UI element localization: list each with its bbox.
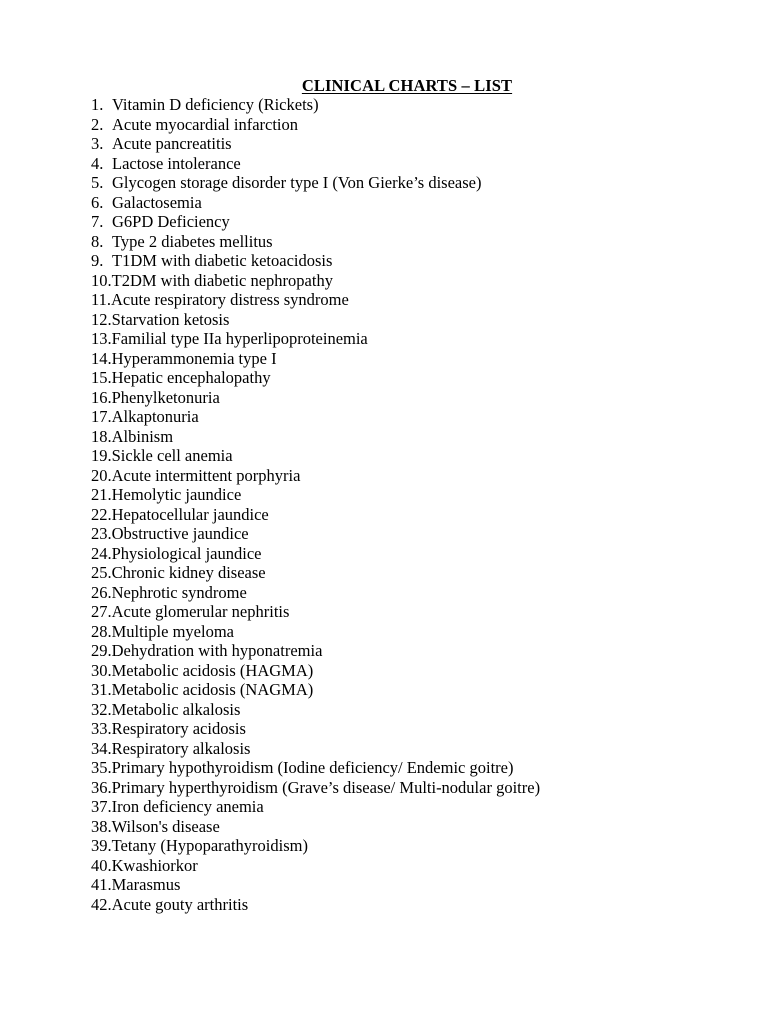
- list-item-number: 42.: [91, 894, 112, 914]
- list-item: [91, 661, 540, 681]
- list-item-text: Phenylketonuria: [111, 387, 220, 407]
- list-item-number: 1.: [91, 95, 104, 114]
- list-item-number: 25.: [91, 563, 112, 582]
- list-item-text: Hyperammonemia type I: [111, 348, 277, 368]
- list-item: [91, 836, 540, 856]
- list-item: [91, 193, 540, 213]
- list-item-text: Physiological jaundice: [111, 543, 262, 563]
- list-item-number: 8.: [91, 231, 104, 251]
- list-item-number: 13.: [91, 329, 112, 348]
- list-item: [91, 524, 540, 544]
- list-item: [91, 875, 540, 895]
- list-item-text: Starvation ketosis: [111, 309, 230, 329]
- list-item-text: Sickle cell anemia: [111, 446, 233, 465]
- list-item: [91, 778, 540, 798]
- list-item: [91, 310, 540, 330]
- list-item-number: 23.: [91, 524, 112, 543]
- list-item-number: 7.: [91, 212, 104, 231]
- list-item-text: Acute gouty arthritis: [111, 894, 249, 914]
- list-item-number: 32.: [91, 699, 112, 719]
- list-item-number: 12.: [91, 309, 112, 329]
- list-item: [91, 173, 540, 193]
- list-item-text: Vitamin D deficiency (Rickets): [112, 95, 319, 114]
- list-item-text: Acute respiratory distress syndrome: [111, 290, 349, 309]
- list-item: [91, 349, 540, 369]
- list-item-text: Acute intermittent porphyria: [111, 465, 301, 485]
- list-item: [91, 563, 540, 583]
- list-item-text: Acute pancreatitis: [112, 134, 232, 153]
- list-item-number: 33.: [91, 719, 112, 738]
- list-item: [91, 583, 540, 603]
- list-item-text: Metabolic acidosis (HAGMA): [111, 660, 314, 680]
- list-item-text: Primary hypothyroidism (Iodine deficiency/ Endemic goitre): [111, 758, 514, 777]
- list-item: [91, 505, 540, 525]
- list-item-number: 37.: [91, 797, 112, 816]
- list-item-number: 36.: [91, 777, 112, 797]
- list-item-number: 38.: [91, 816, 112, 836]
- list-item: [91, 895, 540, 915]
- page-title: CLINICAL CHARTS – LIST: [301, 76, 513, 95]
- list-item-number: 10.: [91, 270, 112, 290]
- list-item-text: Wilson's disease: [111, 816, 220, 836]
- list-item-text: Acute glomerular nephritis: [111, 602, 290, 621]
- list-item-number: 18.: [91, 426, 112, 446]
- list-item-number: 2.: [91, 114, 104, 134]
- list-item-number: 5.: [91, 173, 104, 192]
- list-item-text: Hemolytic jaundice: [111, 485, 242, 504]
- list-item-text: Alkaptonuria: [111, 407, 199, 426]
- list-item-text: Iron deficiency anemia: [111, 797, 264, 816]
- list-item-text: Type 2 diabetes mellitus: [112, 231, 273, 251]
- list-item-number: 19.: [91, 446, 112, 465]
- list-item-text: Acute myocardial infarction: [112, 114, 299, 134]
- list-item: [91, 154, 540, 174]
- list-item-text: T1DM with diabetic ketoacidosis: [112, 251, 333, 270]
- list-item-number: 3.: [91, 134, 104, 153]
- list-item-text: Galactosemia: [112, 192, 202, 212]
- list-item-text: Multiple myeloma: [111, 621, 234, 641]
- list-item: [91, 251, 540, 271]
- list-item-text: Dehydration with hyponatremia: [111, 641, 323, 660]
- list-item-number: 9.: [91, 251, 104, 270]
- list-item: [91, 368, 540, 388]
- list-item-number: 22.: [91, 504, 112, 524]
- list-item-text: Metabolic alkalosis: [111, 699, 241, 719]
- list-item-number: 24.: [91, 543, 112, 563]
- list-item: [91, 407, 540, 427]
- list-item: [91, 758, 540, 778]
- list-item: [91, 232, 540, 252]
- list-item-text: Albinism: [111, 426, 174, 446]
- list-item-text: G6PD Deficiency: [112, 212, 230, 231]
- list-item: [91, 700, 540, 720]
- list-item-text: Hepatic encephalopathy: [111, 368, 271, 387]
- list-item: [91, 388, 540, 408]
- list-item-text: T2DM with diabetic nephropathy: [111, 270, 333, 290]
- list-item-text: Glycogen storage disorder type I (Von Gierke’s disease): [112, 173, 482, 192]
- list-item: [91, 95, 540, 115]
- list-item-number: 4.: [91, 153, 104, 173]
- list-item-text: Lactose intolerance: [112, 153, 241, 173]
- list-item: [91, 641, 540, 661]
- list-item-number: 29.: [91, 641, 112, 660]
- list-item-number: 15.: [91, 368, 112, 387]
- list-item: [91, 427, 540, 447]
- list-item: [91, 446, 540, 466]
- list-item-number: 30.: [91, 660, 112, 680]
- list-item: [91, 622, 540, 642]
- list-item: [91, 212, 540, 232]
- list-item-text: Marasmus: [111, 875, 181, 894]
- list-item: [91, 719, 540, 739]
- list-item-number: 26.: [91, 582, 112, 602]
- list-item: [91, 485, 540, 505]
- list-item-text: Primary hyperthyroidism (Grave’s disease/ Multi-nodular goitre): [111, 777, 541, 797]
- list-item: [91, 856, 540, 876]
- list-item: [91, 544, 540, 564]
- list-item-text: Respiratory acidosis: [111, 719, 246, 738]
- list-item-number: 34.: [91, 738, 112, 758]
- list-item-text: Chronic kidney disease: [111, 563, 266, 582]
- list-item: [91, 271, 540, 291]
- list-item-number: 16.: [91, 387, 112, 407]
- list-item-number: 39.: [91, 836, 112, 855]
- list-item: [91, 680, 540, 700]
- list-item: [91, 329, 540, 349]
- list-item-text: Nephrotic syndrome: [111, 582, 247, 602]
- list-item-text: Kwashiorkor: [111, 855, 198, 875]
- list-item-text: Hepatocellular jaundice: [111, 504, 269, 524]
- list-item-text: Respiratory alkalosis: [111, 738, 251, 758]
- list-item: [91, 817, 540, 837]
- list-item: [91, 739, 540, 759]
- list-item: [91, 797, 540, 817]
- list-item: [91, 134, 540, 154]
- list-item-number: 31.: [91, 680, 112, 699]
- list-item-number: 21.: [91, 485, 112, 504]
- list-item-number: 17.: [91, 407, 112, 426]
- list-item-number: 14.: [91, 348, 112, 368]
- list-item: [91, 602, 540, 622]
- list-item-number: 20.: [91, 465, 112, 485]
- list-item-number: 41.: [91, 875, 112, 894]
- list-item-number: 40.: [91, 855, 112, 875]
- list-item-text: Metabolic acidosis (NAGMA): [111, 680, 314, 699]
- list-item-text: Obstructive jaundice: [111, 524, 249, 543]
- list-item-number: 6.: [91, 192, 104, 212]
- list-item-text: Tetany (Hypoparathyroidism): [111, 836, 308, 855]
- clinical-charts-list: [91, 95, 540, 914]
- list-item: [91, 290, 540, 310]
- list-item-number: 28.: [91, 621, 112, 641]
- list-item-number: 27.: [91, 602, 112, 621]
- list-item: [91, 466, 540, 486]
- list-item: [91, 115, 540, 135]
- list-item-number: 35.: [91, 758, 112, 777]
- list-item-text: Familial type IIa hyperlipoproteinemia: [111, 329, 368, 348]
- list-item-number: 11.: [91, 290, 112, 309]
